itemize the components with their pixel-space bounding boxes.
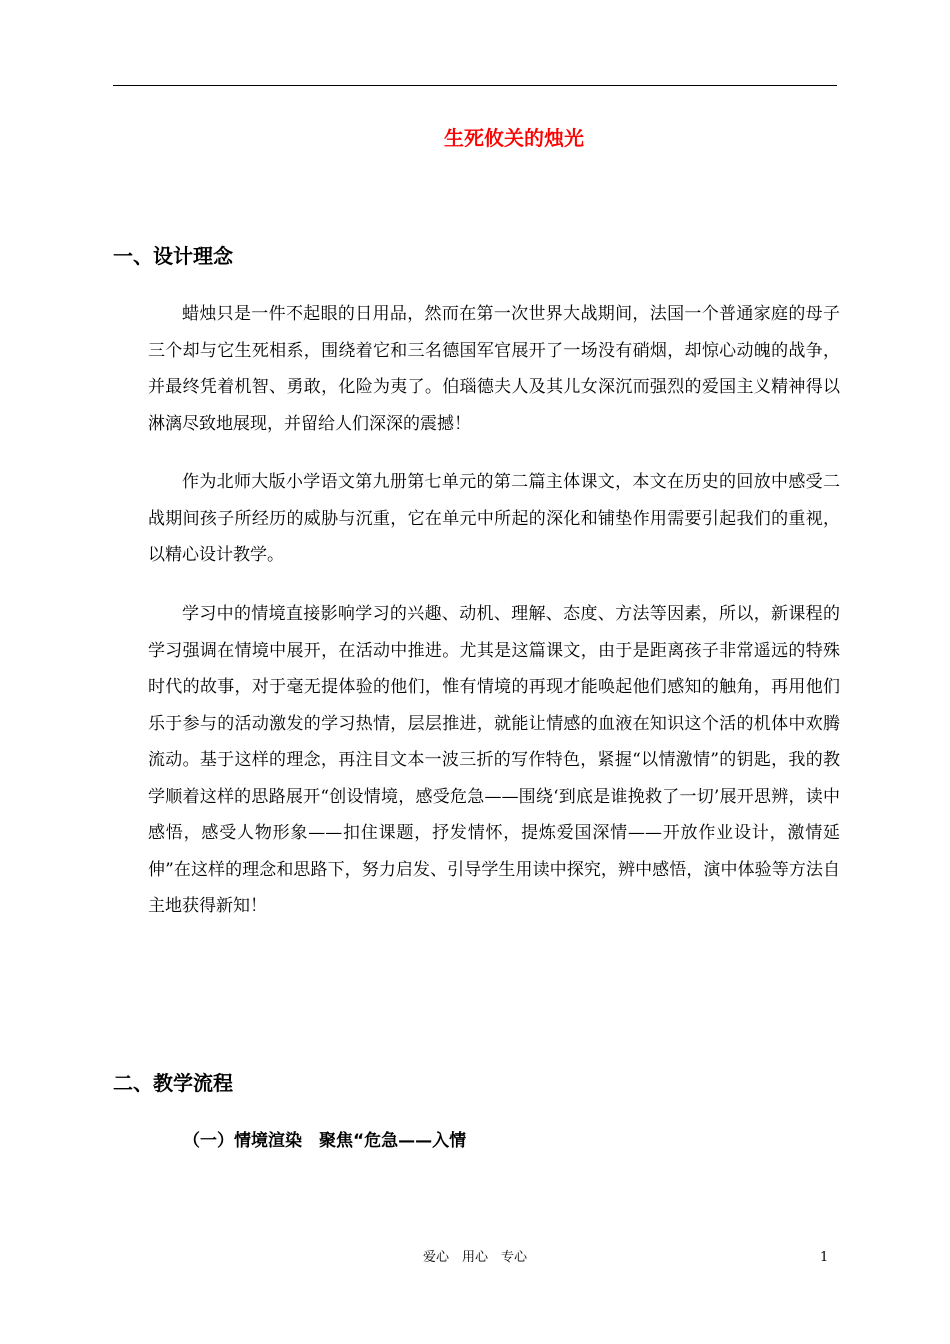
paragraph-2: 作为北师大版小学语文第九册第七单元的第二篇主体课文，本文在历史的回放中感受二战期间孩子所经历的威胁与沉重，它在单元中所起的深化和铺垫作用需要引起我们的重视，以精心设计教学。	[148, 472, 840, 565]
footer-motto: 爱心 用心 专心	[422, 1250, 527, 1265]
section-heading-design-concept: 一、设计理念	[113, 244, 233, 268]
page-number: 1	[820, 1250, 829, 1265]
section-heading-teaching-process: 二、教学流程	[113, 1071, 233, 1095]
header-rule	[113, 85, 837, 86]
document-title: 生死攸关的烛光	[444, 126, 584, 150]
subsection-heading: （一）情境渲染 聚焦“危急——入情	[183, 1131, 467, 1151]
paragraph-1: 蜡烛只是一件不起眼的日用品，然而在第一次世界大战期间，法国一个普通家庭的母子三个却与它生死相系，围绕着它和三名德国军官展开了一场没有硝烟，却惊心动魄的战争，并最终凭着机智、勇敢，化险为夷了。伯瑙德夫人及其儿女深沉而强烈的爱国主义精神得以淋漓尽致地展现，并留给人们深深的震撼！	[148, 304, 840, 434]
paragraph-3: 学习中的情境直接影响学习的兴趣、动机、理解、态度、方法等因素，所以，新课程的学习强调在情境中展开，在活动中推进。尤其是这篇课文，由于是距离孩子非常遥远的特殊时代的故事，对于毫无提体验的他们，惟有情境的再现才能唤起他们感知的触角，再用他们乐于参与的活动激发的学习热情，层层推进，就能让情感的血液在知识这个活的机体中欢腾流动。基于这样的理念，再注目文本一波三折的写作特色，紧握“以情激情”的钥匙，我的教学顺着这样的思路展开“创设情境，感受危急——围绕‘到底是谁挽救了一切’展开思辨，读中感悟，感受人物形象——扣住课题，抒发情怀，提炼爱国深情——开放作业设计，激情延伸”在这样的理念和思路下，努力启发、引导学生用读中探究，辨中感悟，演中体验等方法自主地获得新知！	[148, 604, 840, 916]
